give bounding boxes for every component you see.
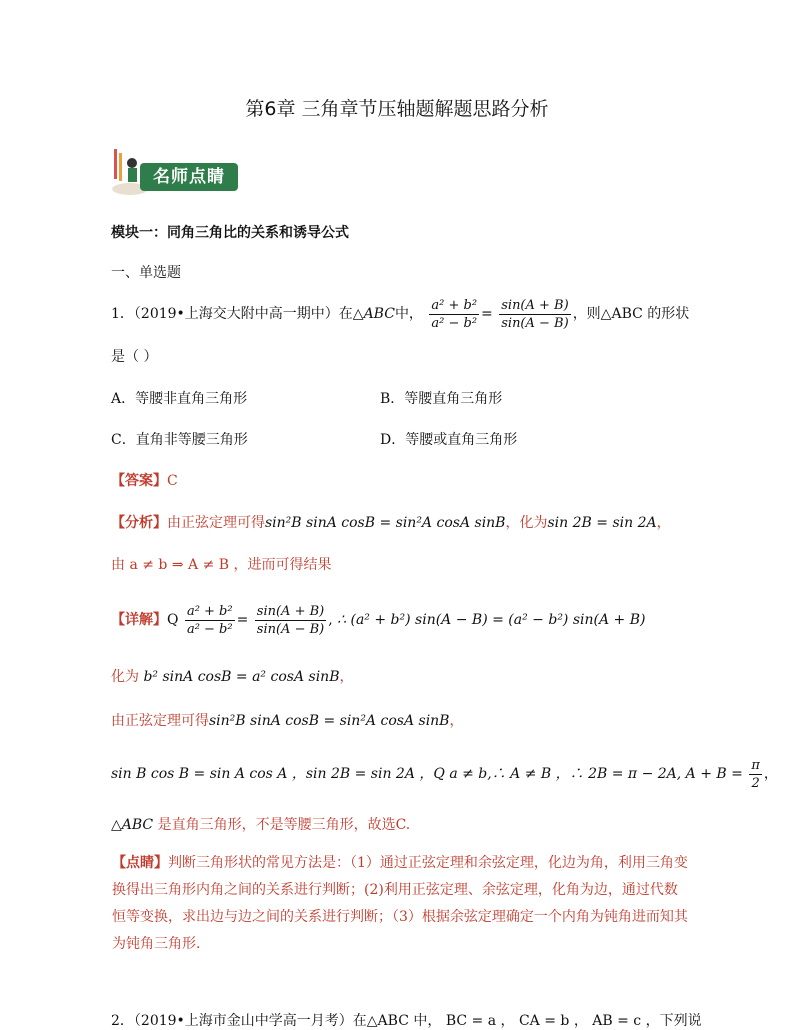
analysis-text-1: 由正弦定理可得 — [167, 515, 265, 531]
analysis-text-3: ， — [656, 515, 671, 531]
module-title: 模块一：同角三角比的关系和诱导公式 — [111, 225, 349, 241]
detail-line2-b: ， — [339, 669, 354, 685]
teacher-tip-badge — [110, 147, 240, 197]
detail-line2-a: 化为 — [111, 669, 144, 685]
detail-frac-left-den: a² − b² — [186, 621, 233, 637]
q1-prefix: 1．（2019•上海交大附中高一期中）在△ — [111, 306, 364, 322]
question-2-stem: 2．（2019•上海市金山中学高一月考）在△ABC 中， BC = a ， CA = b ， AB = c ，下列说 — [111, 1013, 702, 1029]
option-c: C．直角非等腰三角形 — [111, 432, 248, 448]
q1-fraction-right — [499, 297, 570, 332]
detail-line3-a: 由正弦定理可得 — [111, 713, 209, 729]
detail-line-3 — [111, 710, 463, 730]
q1-frac-left-den: a² − b² — [431, 315, 478, 331]
detail-frac-left-num: a² + b² — [186, 603, 233, 619]
q1-frac-left-num: a² + b² — [431, 297, 478, 313]
dianjing-label: 【点睛】 — [112, 855, 168, 871]
detail-line: 【详解】Q $\frac{\text{a² + b²}}{\text{a² − b²}}$ = $\frac{\sin(A + B)}{\sin(A - B)}$ , ∴ (a² + b²) sin(A − B) = (a² − b²) sin(A + B) — [111, 603, 646, 637]
section-heading: 一、单选题 — [111, 265, 181, 281]
answer-value: C — [167, 473, 178, 489]
option-d: D．等腰或直角三角形 — [380, 432, 518, 448]
detail-line-5 — [111, 814, 410, 834]
detail-line3-b: ， — [449, 713, 464, 729]
detail-line3-formula: sin²B sinA cosB = sin²A cosA sinB — [209, 713, 450, 729]
q1-fraction-left — [429, 297, 479, 332]
analysis-line — [111, 512, 671, 532]
detail-fraction-left — [185, 603, 235, 638]
analysis-line-2: 由 a ≠ b ⇒ A ≠ B ，进而可得结果 — [111, 557, 332, 573]
q1-frac-right-den: sin(A − B) — [501, 315, 569, 331]
q1-mid: 中， — [394, 306, 423, 322]
option-b: B．等腰直角三角形 — [380, 391, 503, 407]
detail-line-2 — [111, 666, 353, 686]
detail-label: 【详解】 — [111, 612, 167, 628]
analysis-label: 【分析】 — [111, 515, 167, 531]
detail-fraction-right — [255, 603, 326, 638]
dianjing-paragraph — [112, 850, 688, 958]
dianjing-text: 判断三角形状的常见方法是：（1）通过正弦定理和余弦定理，化边为角，利用三角变换得出三角形内角之间的关系进行判断；(2)利用正弦定理、余弦定理，化角为边，通过代数恒等变换，求出边与边之间的关系进行判断；（3）根据余弦定理确定一个内角为钝角进而知其为钝角三角形. — [112, 855, 688, 952]
page-title: 第6章 三角章节压轴题解题思路分析 — [245, 98, 549, 120]
analysis-formula-2: sin 2B = sin 2A — [547, 515, 657, 531]
answer-label: 【答案】 — [111, 473, 167, 489]
q1-abc: ABC — [363, 306, 395, 322]
detail-frac-right-den: sin(A − B) — [256, 621, 325, 637]
detail-line5-text: 是直角三角形，不是等腰三角形，故选C. — [153, 817, 411, 833]
option-a: A．等腰非直角三角形 — [111, 391, 248, 407]
detail-formula: ∴ (a² + b²) sin(A − B) = (a² − b²) sin(A + B) — [337, 612, 646, 628]
pi-over-2 — [749, 757, 762, 792]
detail-frac-right-num: sin(A + B) — [256, 603, 325, 619]
answer-line — [111, 470, 178, 490]
q-symbol: Q — [167, 612, 179, 628]
triangle-abc: △ABC — [111, 817, 154, 833]
q1-line2: 是（ ） — [111, 349, 158, 365]
detail-line-4: sin B cos B = sin A cos A ，sin 2B = sin 2A ，Q a ≠ b,∴ A ≠ B ，∴ 2B = π − 2A, A + B = $\frac{\pi}{2}$ ， — [111, 757, 778, 791]
q1-frac-right-num: sin(A + B) — [501, 297, 569, 313]
pi-num: π — [751, 757, 760, 773]
q1-suffix: ，则△ABC 的形状 — [572, 306, 690, 322]
pi-den: 2 — [751, 775, 760, 791]
analysis-text-2: ，化为 — [505, 515, 548, 531]
analysis-formula: sin²B sinA cosB = sin²A cosA sinB — [265, 515, 506, 531]
question-1-stem: 1．（2019•上海交大附中高一期中）在△ABC中， $\frac{\text{a² + b²}}{\text{a² − b²}}$ = $\frac{\sin(A + B)}{\sin(A - B)}$ ，则△ABC 的形状 — [111, 297, 690, 331]
detail-line2-formula: b² sinA cosB = a² cosA sinB — [143, 669, 340, 685]
badge-label: 名师点睛 — [140, 163, 238, 191]
detail-line4-text: sin B cos B = sin A cos A ，sin 2B = sin 2A ，Q a ≠ b,∴ A ≠ B ，∴ 2B = π − 2A, A + B = — [111, 766, 743, 782]
